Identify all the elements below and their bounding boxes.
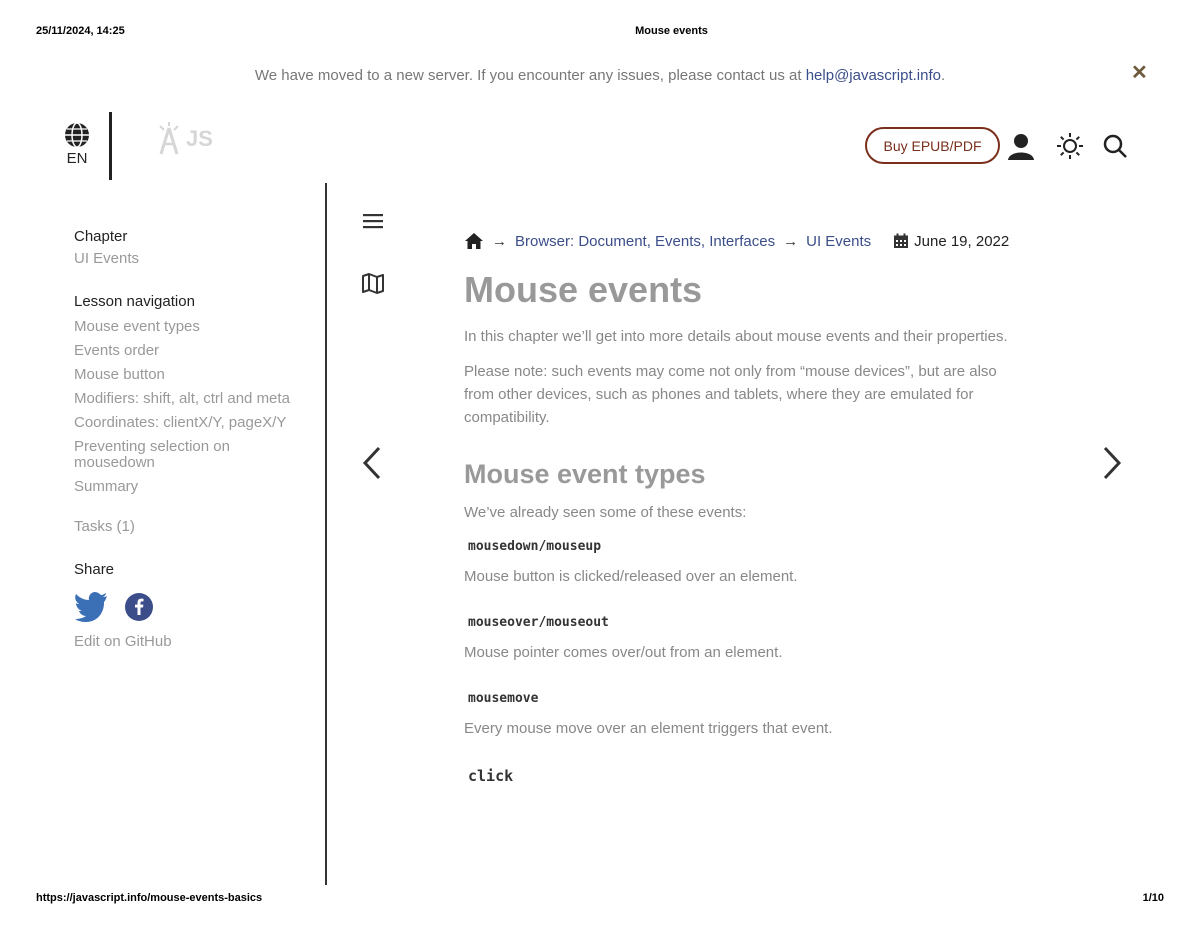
breadcrumb [464, 229, 1044, 253]
map-icon [361, 272, 385, 294]
event-code-click: click [468, 767, 514, 785]
sidebar [74, 228, 314, 658]
share-heading: Share [74, 561, 115, 578]
user-icon [1007, 132, 1035, 160]
twitter-icon[interactable] [74, 592, 108, 622]
user-account-button[interactable] [1006, 130, 1036, 162]
event-code-mouseover-mouseout: mouseover/mouseout [468, 615, 609, 630]
server-notice [0, 67, 1200, 84]
calendar-icon [893, 233, 909, 249]
hamburger-icon [362, 211, 384, 231]
page-title: Mouse events [464, 269, 703, 310]
event-code-mousemove: mousemove [468, 691, 539, 706]
event-code-mousedown-mouseup: mousedown/mouseup [468, 539, 602, 554]
event-desc-mousedown-mouseup: Mouse button is clicked/released over an element. [464, 568, 798, 585]
breadcrumb-section-link[interactable]: Browser: Document, Events, Interfaces [515, 232, 776, 250]
breadcrumb-chapter-link[interactable]: UI Events [806, 232, 872, 250]
section-title: Mouse event types [464, 459, 706, 489]
edit-on-github-link[interactable]: Edit on GitHub [74, 633, 172, 650]
breadcrumb-separator-icon: → [783, 232, 799, 250]
sun-icon [1056, 132, 1084, 160]
intro-paragraph: In this chapter we’ll get into more details about mouse events and their properties. [464, 328, 1008, 345]
home-icon[interactable] [464, 232, 484, 250]
notice-text: We have moved to a new server. If you encounter any issues, please contact us at [254, 67, 806, 84]
header-divider [109, 112, 112, 180]
chapter-link[interactable]: UI Events [74, 250, 140, 267]
facebook-icon[interactable] [124, 592, 154, 622]
breadcrumb-separator-icon: → [492, 232, 507, 250]
theme-toggle-button[interactable] [1055, 130, 1085, 162]
logo-text: JS [186, 126, 213, 151]
notice-email-link[interactable]: help@javascript.info [805, 67, 941, 84]
lesson-nav-coordinates[interactable]: Coordinates: clientX/Y, pageX/Y [74, 414, 287, 431]
lesson-nav-events-order[interactable]: Events order [74, 342, 160, 359]
notice-period: . [941, 67, 946, 84]
event-desc-mousemove: Every mouse move over an element triggers that event. [464, 720, 833, 737]
print-page-number: 1/10 [1142, 892, 1164, 904]
search-button[interactable] [1100, 130, 1130, 162]
lesson-nav-mouse-button[interactable]: Mouse button [74, 366, 165, 383]
buy-epub-pdf-button[interactable]: Buy EPUB/PDF [865, 127, 1000, 164]
event-desc-mouseover-mouseout: Mouse pointer comes over/out from an element. [464, 644, 783, 661]
globe-icon [64, 122, 90, 148]
logo-tower-icon [156, 122, 182, 156]
section-intro: We’ve already seen some of these events: [464, 504, 747, 521]
tasks-link[interactable]: Tasks (1) [74, 518, 135, 535]
chevron-right-icon [1100, 446, 1124, 480]
article-date [893, 233, 1009, 250]
site-logo[interactable] [156, 122, 213, 156]
next-lesson-button[interactable] [1100, 446, 1124, 485]
chapter-heading: Chapter [74, 228, 128, 245]
previous-lesson-button[interactable] [360, 446, 384, 485]
lesson-nav-modifiers[interactable]: Modifiers: shift, alt, ctrl and meta [74, 390, 290, 407]
language-label: EN [66, 150, 88, 167]
language-switcher[interactable] [60, 122, 94, 167]
lesson-navigation-heading: Lesson navigation [74, 293, 195, 310]
article-content [464, 229, 1044, 785]
article-date-text: June 19, 2022 [914, 232, 1010, 250]
print-url: https://javascript.info/mouse-events-basics [36, 892, 263, 904]
chevron-left-icon [360, 446, 384, 480]
print-title: Mouse events [635, 25, 708, 37]
map-button[interactable] [361, 272, 385, 299]
menu-toggle[interactable] [362, 211, 384, 236]
sidebar-divider [325, 183, 327, 885]
print-datetime: 25/11/2024, 14:25 [36, 25, 125, 37]
lesson-nav-summary[interactable]: Summary [74, 478, 139, 495]
close-notice-button[interactable]: ✕ [1131, 62, 1148, 84]
lesson-nav-mouse-event-types[interactable]: Mouse event types [74, 318, 200, 335]
lesson-nav-preventing-selection[interactable]: Preventing selection on mousedown [74, 438, 230, 471]
note-paragraph: Please note: such events may come not only from “mouse devices”, but are also from other devices, such as phones and tablets, where they are emulated for compatibility. [464, 363, 997, 426]
search-icon [1102, 133, 1128, 159]
